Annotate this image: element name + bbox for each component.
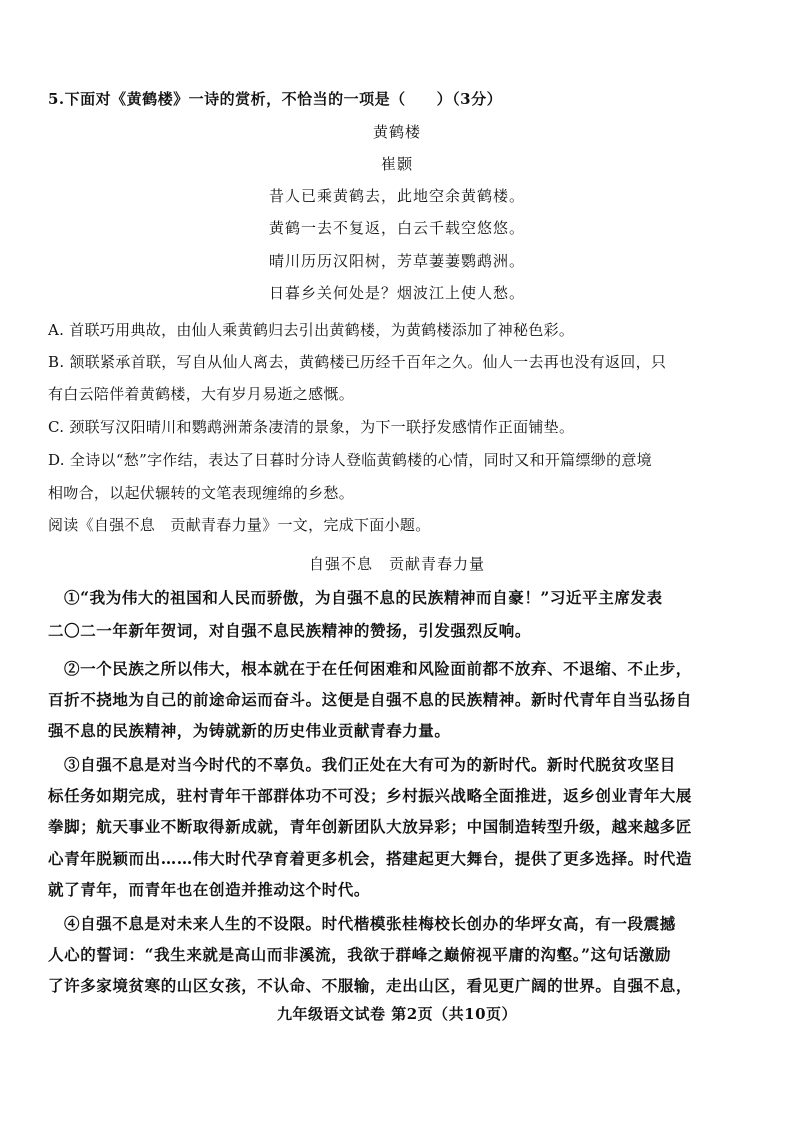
- para-2-line-2: 百折不挠地为自己的前途命运而奋斗。这便是自强不息的民族精神。新时代青年自当弘扬自: [48, 690, 693, 709]
- para-2-line-1: ②一个民族之所以伟大，根本就在于在任何困难和风险面前都不放弃、不退缩、不止步，: [64, 659, 692, 678]
- option-d-line-1: D. 全诗以“愁”字作结，表达了日暮时分诗人登临黄鹤楼的心情，同时又和开篇缥缈的意境: [48, 451, 652, 469]
- para-3-line-2: 标任务如期完成，驻村青年干部群体功不可没；乡村振兴战略全面推进，返乡创业青年大展: [48, 786, 693, 805]
- poem-line-3: 晴川历历汉阳树，芳草萋萋鹦鹉洲。: [268, 252, 525, 270]
- para-1-line-1: ①“我为伟大的祖国和人民而骄傲，为自强不息的民族精神而自豪！”习近平主席发表: [64, 588, 663, 607]
- option-d-line-2: 相吻合，以起伏辗转的文笔表现缠绵的乡愁。: [48, 484, 355, 502]
- question-title: 5.下面对《黄鹤楼》一诗的赏析，不恰当的一项是（ ）（3分）: [48, 90, 503, 108]
- option-b-line-1: B. 颔联紧承首联，写自从仙人离去，黄鹤楼已历经千百年之久。仙人一去再也没有返回，只: [48, 353, 667, 371]
- page-footer: 九年级语文试卷 第2页（共10页）: [276, 1005, 518, 1023]
- poem-line-1: 昔人已乘黄鹤去，此地空余黄鹤楼。: [268, 187, 525, 205]
- para-1-line-2: 二〇二一年新年贺词，对自强不息民族精神的赞扬，引发强烈反响。: [48, 621, 532, 640]
- option-c: C. 颈联写汉阳晴川和鹦鹉洲萧条凄清的景象，为下一联抒发感情作正面铺垫。: [48, 418, 575, 436]
- reading-intro: 阅读《自强不息 贡献青春力量》一文，完成下面小题。: [48, 516, 431, 534]
- para-4-line-1: ④自强不息是对未来人生的不设限。时代楷模张桂梅校长创办的华坪女高，有一段震撼: [64, 914, 676, 933]
- option-a: A. 首联巧用典故，由仙人乘黄鹤归去引出黄鹤楼，为黄鹤楼添加了神秘色彩。: [48, 321, 575, 339]
- poem-author: 崔颢: [380, 155, 413, 173]
- option-b-line-2: 有白云陪伴着黄鹤楼，大有岁月易逝之感慨。: [48, 385, 355, 403]
- poem-line-2: 黄鹤一去不复返，白云千载空悠悠。: [268, 219, 525, 237]
- para-4-line-3: 了许多家境贫寒的山区女孩，不认命、不服输，走出山区，看见更广阔的世界。自强不息，: [48, 976, 693, 995]
- para-3-line-1: ③自强不息是对当今时代的不辜负。我们正处在大有可为的新时代。新时代脱贫攻坚目: [64, 755, 676, 774]
- para-3-line-3: 拳脚；航天事业不断取得新成就，青年创新团队大放异彩；中国制造转型升级，越来越多匠: [48, 817, 693, 836]
- para-2-line-3: 强不息的民族精神，为铸就新的历史伟业贡献青春力量。: [48, 721, 451, 740]
- poem-line-4: 日暮乡关何处是？烟波江上使人愁。: [268, 284, 525, 302]
- poem-title: 黄鹤楼: [372, 123, 421, 141]
- essay-title: 自强不息 贡献青春力量: [308, 555, 485, 573]
- para-3-line-5: 就了青年，而青年也在创造并推动这个时代。: [48, 880, 371, 899]
- para-3-line-4: 心青年脱颖而出……伟大时代孕育着更多机会，搭建起更大舞台，提供了更多选择。时代造: [48, 849, 693, 868]
- para-4-line-2: 人心的誓词：“我生来就是高山而非溪流，我欲于群峰之巅俯视平庸的沟壑。”这句话激励: [48, 945, 672, 964]
